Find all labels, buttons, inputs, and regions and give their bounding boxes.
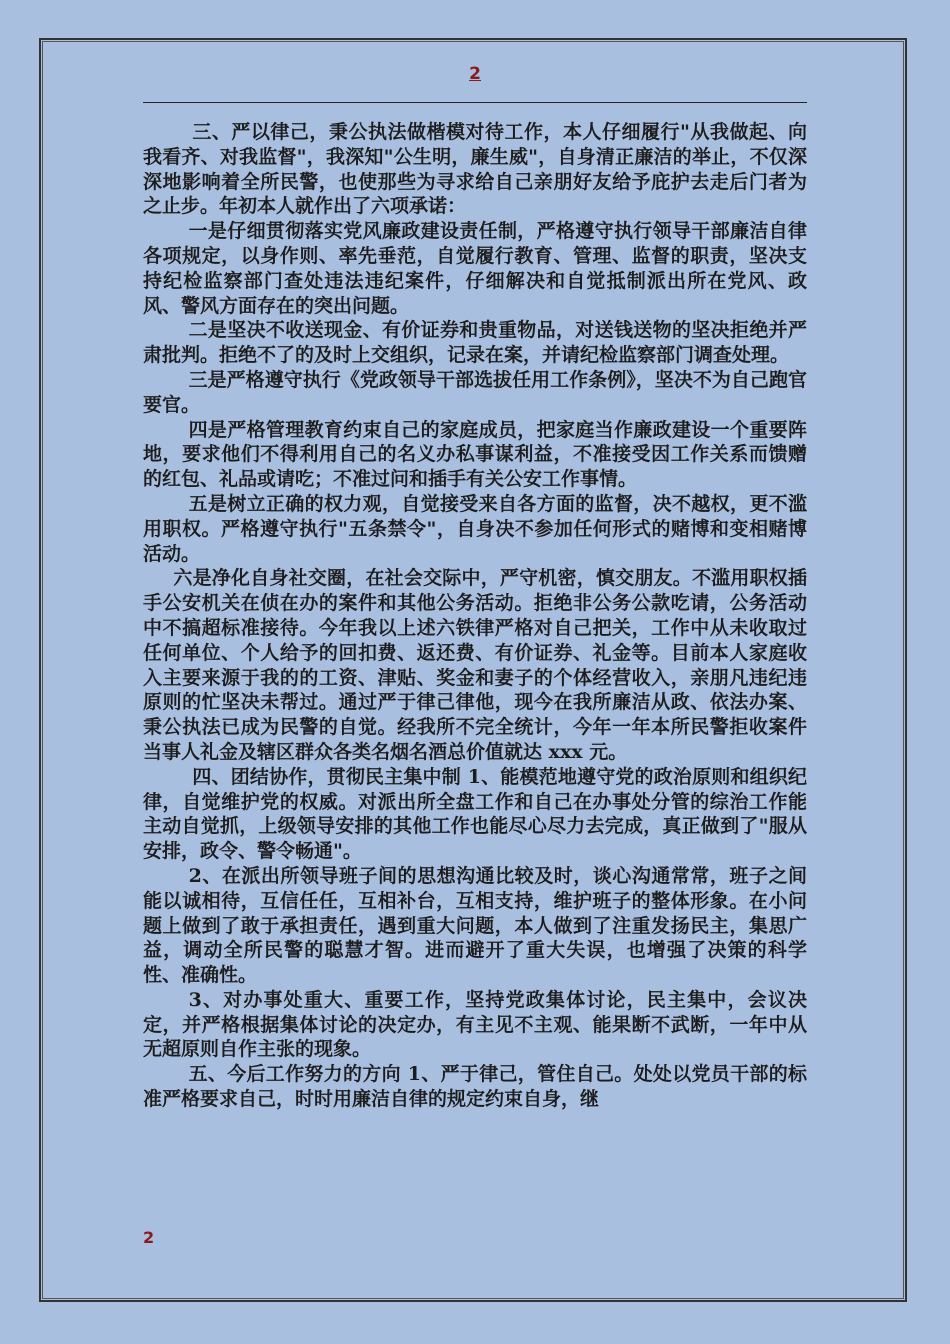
paragraph-8: 四、团结协作，贯彻民主集中制 1、能模范地遵守党的政治原则和组织纪律，自觉维护党的权威。对派出所全盘工作和自己在办事处分管的综治工作能主动自觉抓，上级领导安排的其他工作也能尽心尽力去完成，真正做到了"服从安排，政令、警令畅通"。 (143, 765, 807, 863)
footer-page-number: 2 (143, 1228, 155, 1247)
paragraph-1: 三、严以律己，秉公执法做楷模对待工作，本人仔细履行"从我做起、向我看齐、对我监督"，我深知"公生明，廉生威"，自身清正廉洁的举止，不仅深深地影响着全所民警，也使那些为寻求给自己亲朋好友给予庇护去走后门者为之止步。年初本人就作出了六项承诺： (143, 121, 807, 218)
header-divider (143, 102, 807, 103)
header-page-number: 2 (469, 64, 481, 84)
paragraph-9: 2、在派出所领导班子间的思想沟通比较及时，谈心沟通常常，班子之间能以诚相待，互信任任，互相补台，互相支持，维护班子的整体形象。在小问题上做到了敢于承担责任，遇到重大问题，本人做到了注重发扬民主，集思广益，调动全所民警的聪慧才智。进而避开了重大失误，也增强了决策的科学性、准确性。 (143, 864, 807, 987)
paragraph-5: 四是严格管理教育约束自己的家庭成员，把家庭当作廉政建设一个重要阵地，要求他们不得利用自己的名义办私事谋利益，不准接受因工作关系而馈赠的红包、礼品或请吃；不准过问和插手有关公安工作事情。 (143, 418, 807, 491)
paragraph-2: 一是仔细贯彻落实党风廉政建设责任制，严格遵守执行领导干部廉洁自律各项规定，以身作则、率先垂范，自觉履行教育、管理、监督的职责，坚决支持纪检监察部门查处违法违纪案件，仔细解决和自觉抵制派出所在党风、政风、警风方面存在的突出问题。 (143, 220, 807, 317)
paragraph-6: 五是树立正确的权力观，自觉接受来自各方面的监督，决不越权，更不滥用职权。严格遵守执行"五条禁令"，自身决不参加任何形式的赌博和变相赌博活动。 (143, 492, 807, 565)
paragraph-4: 三是严格遵守执行《党政领导干部选拔任用工作条例》，坚决不为自己跑官要官。 (143, 368, 807, 416)
paragraph-11: 五、今后工作努力的方向 1、严于律己，管住自己。处处以党员干部的标准严格要求自己，时时用廉洁自律的规定约束自身，继 (143, 1063, 807, 1111)
paragraph-7: 六是净化自身社交圈，在社会交际中，严守机密，慎交朋友。不滥用职权插手公安机关在侦在办的案件和其他公务活动。拒绝非公务公款吃请，公务活动中不搞超标准接待。今年我以上述六铁律严格对自己把关，工作中从未收取过任何单位、个人给予的回扣费、返还费、有价证券、礼金等。目前本人家庭收入主要来源于我的的工资、津贴、奖金和妻子的个体经营收入，亲朋凡违纪违原则的忙坚决未帮过。通过严于律己律他，现今在我所廉洁从政、依法办案、秉公执法已成为民警的自觉。经我所不完全统计，今年一年本所民警拒收案件当事人礼金及辖区群众各类名烟名酒总价值就达 xxx 元。 (143, 567, 807, 763)
document-body (143, 120, 807, 1112)
paragraph-3: 二是坚决不收送现金、有价证券和贵重物品，对送钱送物的坚决拒绝并严肃批判。拒绝不了的及时上交组织，记录在案，并请纪检监察部门调查处理。 (143, 319, 807, 367)
paragraph-10: 3、对办事处重大、重要工作，坚持党政集体讨论，民主集中，会议决定，并严格根据集体讨论的决定办，有主见不主观、能果断不武断，一年中从无超原则自作主张的现象。 (143, 988, 807, 1061)
